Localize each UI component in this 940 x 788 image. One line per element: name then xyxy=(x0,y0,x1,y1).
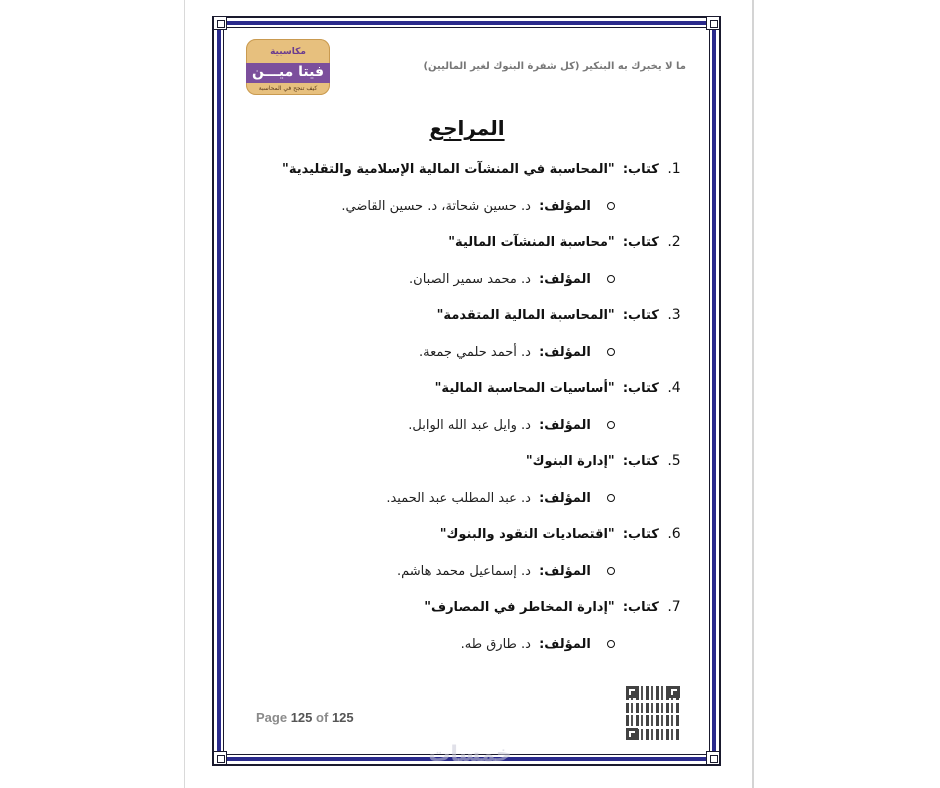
header-tagline: ما لا يخبرك به البنكير (كل شفرة البنوك لغير الماليين) xyxy=(423,61,686,72)
book-title: "إدارة البنوك" xyxy=(525,454,615,469)
reference-number: 5. xyxy=(667,453,681,469)
reference-author-line xyxy=(341,196,615,218)
book-title: "المحاسبة في المنشآت المالية الإسلامية والتقليدية" xyxy=(282,162,615,177)
author-name: د. عبد المطلب عبد الحميد. xyxy=(386,491,531,506)
bullet-icon xyxy=(607,640,615,648)
author-name: د. أحمد حلمي جمعة. xyxy=(419,345,531,360)
logo-main-text: فيتا ميـــن xyxy=(251,64,325,80)
reference-number: 7. xyxy=(667,599,681,615)
bullet-icon xyxy=(607,567,615,575)
book-label: كتاب: xyxy=(622,600,659,615)
reference-book-line xyxy=(526,450,685,472)
bullet-icon xyxy=(607,202,615,210)
qr-code-icon xyxy=(626,686,680,740)
bullet-icon xyxy=(607,494,615,502)
reference-author-line xyxy=(408,415,615,437)
reference-author-line xyxy=(419,342,615,364)
book-label: كتاب: xyxy=(622,162,659,177)
reference-book-line xyxy=(282,158,685,180)
page-title: المراجع xyxy=(429,116,505,140)
reference-author-line xyxy=(461,634,615,656)
bullet-icon xyxy=(607,275,615,283)
reference-number: 1. xyxy=(667,161,681,177)
author-label: المؤلف: xyxy=(539,564,591,579)
page-prefix: Page xyxy=(256,710,288,725)
author-label: المؤلف: xyxy=(539,491,591,506)
author-label: المؤلف: xyxy=(539,272,591,287)
page-edge-right xyxy=(752,0,754,788)
book-label: كتاب: xyxy=(622,235,659,250)
reference-book-line xyxy=(437,304,685,326)
author-name: د. حسين شحاتة، د. حسين القاضي. xyxy=(341,199,531,214)
book-title: "محاسبة المنشآت المالية" xyxy=(448,235,615,250)
reference-book-line xyxy=(440,523,685,545)
logo-sub-text: كيف تنجح في المحاسبة xyxy=(258,85,318,92)
reference-author-line xyxy=(397,561,615,583)
author-label: المؤلف: xyxy=(539,418,591,433)
page-of: of xyxy=(316,710,329,725)
book-title: "المحاسبة المالية المتقدمة" xyxy=(436,308,615,323)
book-title: "أساسيات المحاسبة المالية" xyxy=(434,381,615,396)
page-current: 125 xyxy=(290,710,313,725)
reference-book-line xyxy=(448,231,685,253)
author-name: د. طارق طه. xyxy=(460,637,531,652)
reference-number: 3. xyxy=(667,307,681,323)
bullet-icon xyxy=(607,348,615,356)
author-label: المؤلف: xyxy=(539,345,591,360)
author-name: د. إسماعيل محمد هاشم. xyxy=(396,564,531,579)
author-label: المؤلف: xyxy=(539,199,591,214)
book-label: كتاب: xyxy=(622,381,659,396)
reference-number: 2. xyxy=(667,234,681,250)
page-number xyxy=(256,710,354,725)
reference-number: 4. xyxy=(667,380,681,396)
book-label: كتاب: xyxy=(622,527,659,542)
book-label: كتاب: xyxy=(622,308,659,323)
reference-book-line xyxy=(424,596,685,618)
bullet-icon xyxy=(607,421,615,429)
page-total: 125 xyxy=(331,710,354,725)
references-list xyxy=(223,0,710,788)
author-label: المؤلف: xyxy=(539,637,591,652)
reference-book-line xyxy=(435,377,685,399)
book-label: كتاب: xyxy=(622,454,659,469)
author-name: د. محمد سمير الصبان. xyxy=(409,272,531,287)
reference-author-line xyxy=(409,269,615,291)
book-title: "إدارة المخاطر في المصارف" xyxy=(424,600,615,615)
author-name: د. وايل عبد الله الوابل. xyxy=(408,418,531,433)
reference-author-line xyxy=(386,488,615,510)
watermark-logo: خمسات xyxy=(428,742,512,767)
reference-number: 6. xyxy=(667,526,681,542)
book-title: "اقتصاديات النقود والبنوك" xyxy=(439,527,615,542)
logo-top-text: مكاسبية xyxy=(270,47,306,57)
